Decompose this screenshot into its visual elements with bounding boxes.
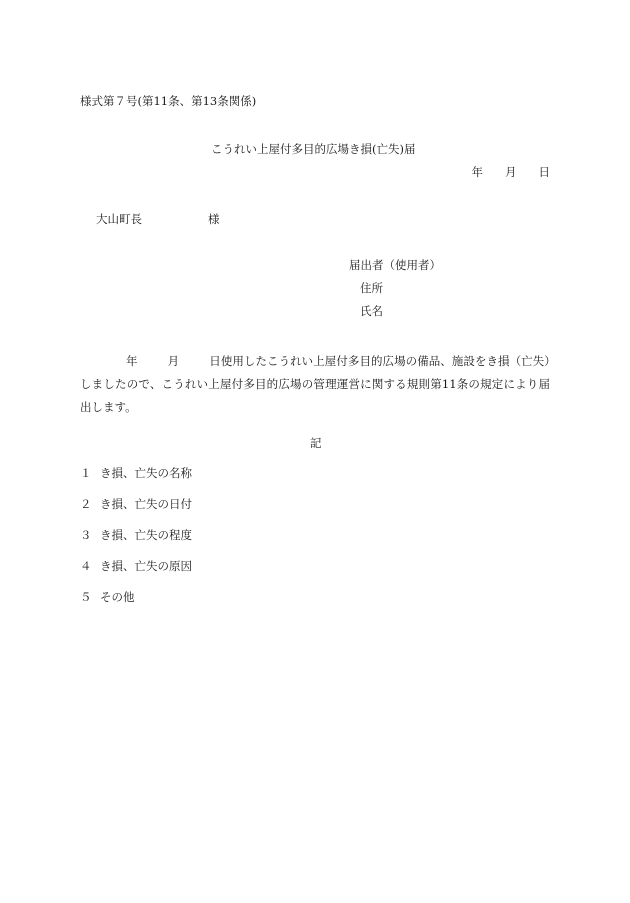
addressee-honorific: 様 [208, 212, 220, 226]
applicant-label: 届出者（使用者） [349, 258, 441, 272]
applicant-block [349, 259, 441, 328]
document-title: こうれい上屋付多目的広場き損(亡失)届 [211, 142, 416, 156]
body-text: 日使用したこうれい上屋付多目的広場の備品、施設をき損（亡失）しましたので、こうれい上屋付多目的広場の管理運営に関する規則第11条の規定により届出します。 [80, 354, 551, 414]
list-item [80, 591, 192, 622]
item-label: き損、亡失の名称 [100, 466, 192, 480]
item-number: ３ [80, 528, 92, 542]
item-label: き損、亡失の原因 [100, 559, 192, 573]
body-year-label: 年 [126, 354, 138, 368]
item-number: ２ [80, 497, 92, 511]
addressee [96, 213, 220, 227]
item-number: ４ [80, 559, 92, 573]
body-paragraph [80, 350, 550, 419]
ki-heading: 記 [310, 436, 322, 450]
item-label: き損、亡失の程度 [100, 528, 192, 542]
date-line [472, 166, 551, 180]
date-month-label: 月 [505, 165, 517, 179]
addressee-name: 大山町長 [96, 212, 142, 226]
item-list [80, 467, 192, 622]
item-label: き損、亡失の日付 [100, 497, 192, 511]
list-item [80, 560, 192, 591]
body-month-label: 月 [167, 354, 180, 368]
item-label: その他 [100, 590, 135, 604]
item-number: １ [80, 466, 92, 480]
applicant-address-label: 住所 [360, 281, 383, 295]
date-day-label: 日 [538, 165, 550, 179]
form-number: 様式第７号(第11条、第13条関係) [80, 94, 257, 108]
list-item [80, 529, 192, 560]
date-year-label: 年 [471, 165, 483, 179]
list-item [80, 498, 192, 529]
item-number: ５ [80, 590, 92, 604]
list-item [80, 467, 192, 498]
applicant-name-label: 氏名 [360, 304, 383, 318]
